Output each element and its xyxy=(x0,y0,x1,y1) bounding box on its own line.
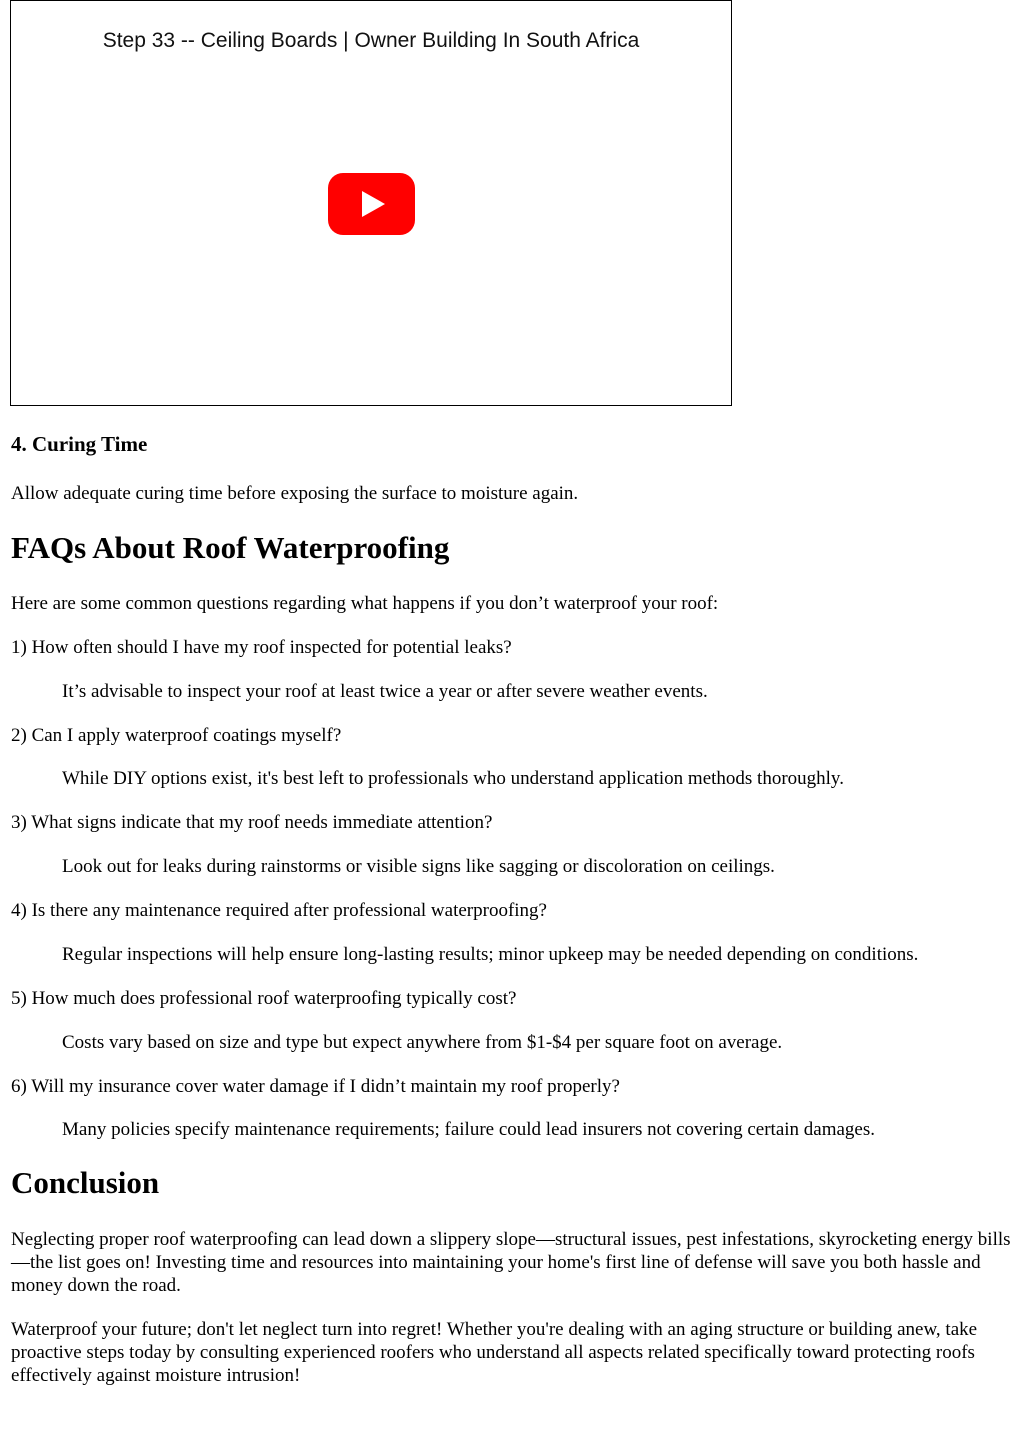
video-title[interactable]: Step 33 -- Ceiling Boards | Owner Building In South Africa xyxy=(102,29,640,52)
faq-question: 3) What signs indicate that my roof needs immediate attention? xyxy=(11,812,493,833)
conclusion-heading: Conclusion xyxy=(11,1165,160,1200)
faq-answer: It’s advisable to inspect your roof at least twice a year or after severe weather events. xyxy=(62,681,708,702)
faqs-heading: FAQs About Roof Waterproofing xyxy=(11,530,450,565)
faq-question: 5) How much does professional roof waterproofing typically cost? xyxy=(11,988,517,1009)
faqs-intro: Here are some common questions regarding what happens if you don’t waterproof your roof: xyxy=(11,593,719,614)
faq-answer: Regular inspections will help ensure long-lasting results; minor upkeep may be needed depending on conditions. xyxy=(62,944,919,965)
conclusion-paragraph-1: Neglecting proper roof waterproofing can lead down a slippery slope—structural issues, pest infestations, skyrocketing energy bills—the list goes on! Investing time and resources into maintaining your home's first line of defense will save you both hassle and money down the road. xyxy=(11,1229,1011,1296)
video-embed[interactable] xyxy=(10,0,732,406)
faq-answer: While DIY options exist, it's best left to professionals who understand application methods thoroughly. xyxy=(62,768,844,789)
faq-question: 2) Can I apply waterproof coatings myself? xyxy=(11,725,342,746)
faq-question: 6) Will my insurance cover water damage if I didn’t maintain my roof properly? xyxy=(11,1076,620,1097)
faq-answer: Many policies specify maintenance requirements; failure could lead insurers not covering certain damages. xyxy=(62,1119,876,1140)
youtube-play-icon xyxy=(328,173,415,235)
conclusion-paragraph-2: Waterproof your future; don't let neglect turn into regret! Whether you're dealing with an aging structure or building anew, take proactive steps today by consulting experienced roofers who understand all aspects related specifically toward protecting roofs effectively against moisture intrusion! xyxy=(11,1319,978,1386)
curing-time-text: Allow adequate curing time before exposing the surface to moisture again. xyxy=(11,483,579,504)
faq-answer: Look out for leaks during rainstorms or visible signs like sagging or discoloration on ceilings. xyxy=(62,856,775,877)
curing-time-heading: 4. Curing Time xyxy=(11,432,148,456)
play-button[interactable] xyxy=(328,173,415,235)
faq-answer: Costs vary based on size and type but expect anywhere from $1-$4 per square foot on average. xyxy=(62,1032,783,1053)
faq-question: 1) How often should I have my roof inspected for potential leaks? xyxy=(11,637,512,658)
faq-question: 4) Is there any maintenance required after professional waterproofing? xyxy=(11,900,547,921)
